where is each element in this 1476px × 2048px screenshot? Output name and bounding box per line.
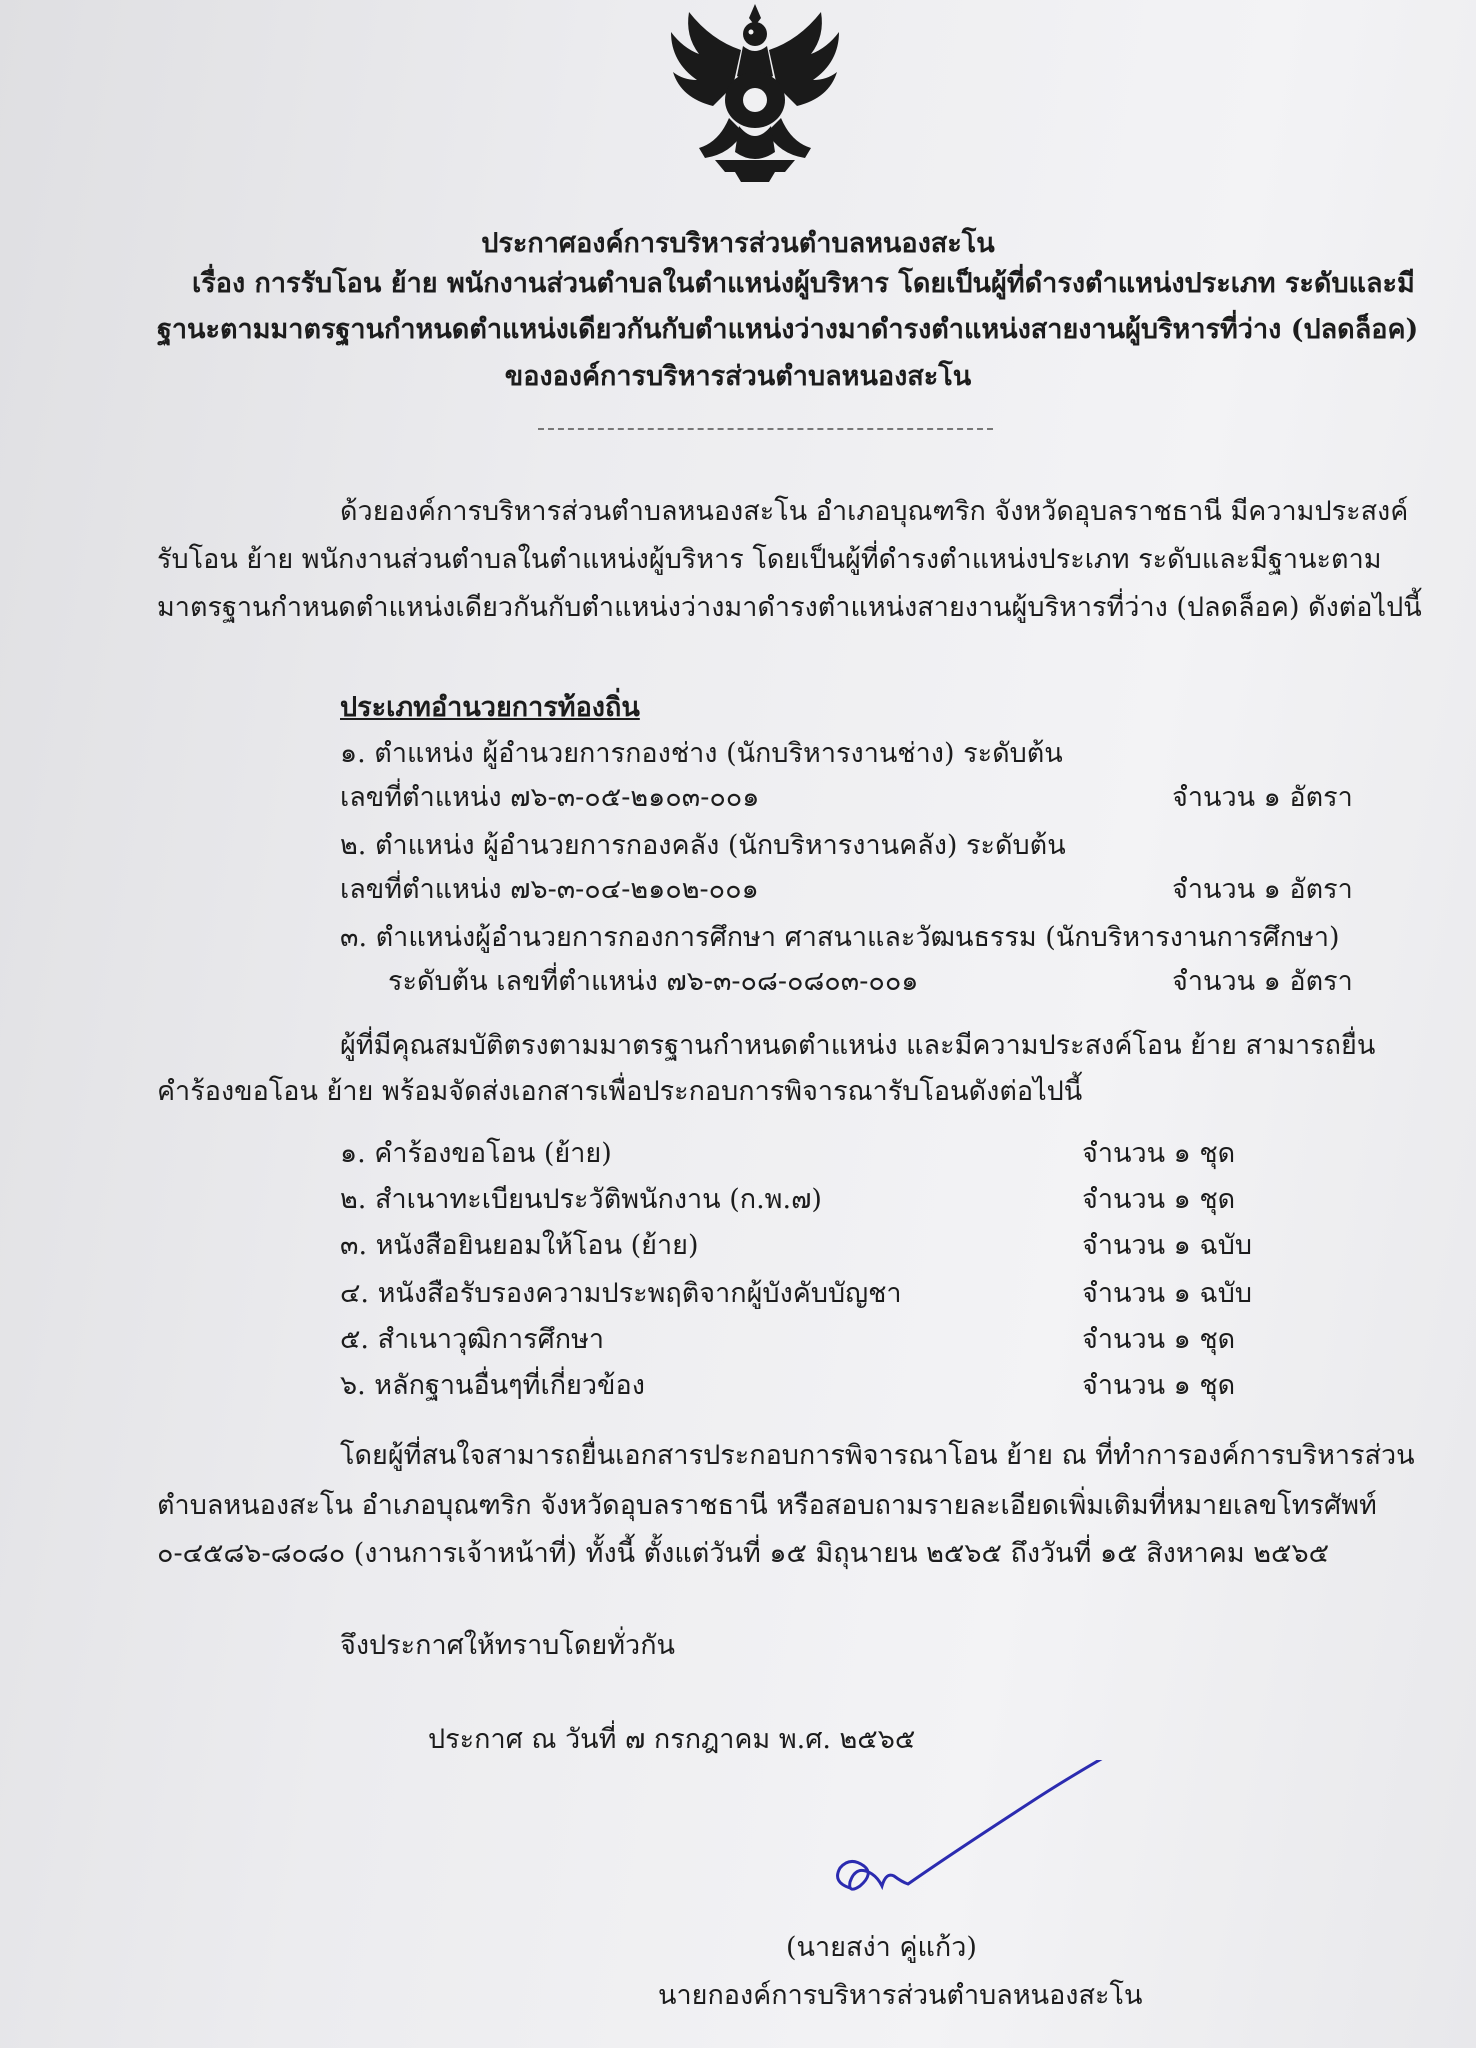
- document-item-5: ๕. สำเนาวุฒิการศึกษา: [340, 1324, 605, 1355]
- signatory-title: นายกองค์การบริหารส่วนตำบลหนองสะโน: [658, 1980, 1143, 2011]
- closing-statement: จึงประกาศให้ทราบโดยทั่วกัน: [340, 1630, 675, 1661]
- position-1-line-1: ๑. ตำแหน่ง ผู้อำนวยการกองช่าง (นักบริหารงานช่าง) ระดับต้น: [340, 738, 1063, 769]
- position-2-line-2: เลขที่ตำแหน่ง ๗๖-๓-๐๔-๒๑๐๒-๐๐๑: [340, 874, 759, 905]
- document-item-2-quantity: จำนวน ๑ ชุด: [1082, 1184, 1236, 1215]
- document-item-4-quantity: จำนวน ๑ ฉบับ: [1082, 1278, 1253, 1309]
- announcement-title: ประกาศองค์การบริหารส่วนตำบลหนองสะโน: [481, 228, 995, 259]
- position-2-quantity: จำนวน ๑ อัตรา: [1172, 874, 1353, 905]
- title-divider: [538, 428, 993, 430]
- position-1-quantity: จำนวน ๑ อัตรา: [1172, 782, 1353, 813]
- announcement-date: ประกาศ ณ วันที่ ๗ กรกฎาคม พ.ศ. ๒๕๖๕: [428, 1724, 916, 1755]
- paragraph-1-line-3: มาตรฐานกำหนดตำแหน่งเดียวกันกับตำแหน่งว่างมาดำรงตำแหน่งสายงานผู้บริหารที่ว่าง (ปลดล็อค) ดังต่อไปนี้: [157, 592, 1422, 623]
- subject-line-3: ขององค์การบริหารส่วนตำบลหนองสะโน: [504, 361, 972, 392]
- document-item-6: ๖. หลักฐานอื่นๆที่เกี่ยวข้อง: [340, 1370, 645, 1401]
- document-item-2: ๒. สำเนาทะเบียนประวัติพนักงาน (ก.พ.๗): [340, 1184, 822, 1215]
- paragraph-1-line-1: ด้วยองค์การบริหารส่วนตำบลหนองสะโน อำเภอบุณฑริก จังหวัดอุบลราชธานี มีความประสงค์: [340, 496, 1409, 527]
- signatory-name: (นายสง่า คู่แก้ว): [786, 1932, 977, 1963]
- paragraph-3-line-1: โดยผู้ที่สนใจสามารถยื่นเอกสารประกอบการพิจารณาโอน ย้าย ณ ที่ทำการองค์การบริหารส่วน: [340, 1440, 1415, 1471]
- position-1-line-2: เลขที่ตำแหน่ง ๗๖-๓-๐๕-๒๑๐๓-๐๐๑: [340, 782, 760, 813]
- document-item-1-quantity: จำนวน ๑ ชุด: [1082, 1138, 1236, 1169]
- document-item-3: ๓. หนังสือยินยอมให้โอน (ย้าย): [340, 1230, 699, 1261]
- position-2-line-1: ๒. ตำแหน่ง ผู้อำนวยการกองคลัง (นักบริหารงานคลัง) ระดับต้น: [340, 830, 1066, 861]
- paragraph-2-line-1: ผู้ที่มีคุณสมบัติตรงตามมาตรฐานกำหนดตำแหน่ง และมีความประสงค์โอน ย้าย สามารถยื่น: [340, 1030, 1376, 1061]
- category-heading: ประเภทอำนวยการท้องถิ่น: [340, 692, 640, 723]
- garuda-emblem-icon: [655, 0, 855, 190]
- document-item-6-quantity: จำนวน ๑ ชุด: [1082, 1370, 1236, 1401]
- subject-line-1: เรื่อง การรับโอน ย้าย พนักงานส่วนตำบลในตำแหน่งผู้บริหาร โดยเป็นผู้ที่ดำรงตำแหน่งประเภท ระดับและมี: [192, 268, 1415, 299]
- paragraph-3-line-3: ๐-๔๕๘๖-๘๐๘๐ (งานการเจ้าหน้าที่) ทั้งนี้ ตั้งแต่วันที่ ๑๕ มิถุนายน ๒๕๖๕ ถึงวันที่ ๑๕ สิงหาคม ๒๕๖๕: [157, 1538, 1330, 1569]
- position-3-quantity: จำนวน ๑ อัตรา: [1172, 966, 1353, 997]
- paragraph-3-line-2: ตำบลหนองสะโน อำเภอบุณฑริก จังหวัดอุบลราชธานี หรือสอบถามรายละเอียดเพิ่มเติมที่หมายเลขโทรศัพท์: [157, 1490, 1377, 1521]
- position-3-line-2: ระดับต้น เลขที่ตำแหน่ง ๗๖-๓-๐๘-๐๘๐๓-๐๐๑: [388, 966, 919, 997]
- document-item-5-quantity: จำนวน ๑ ชุด: [1082, 1324, 1236, 1355]
- position-3-line-1: ๓. ตำแหน่งผู้อำนวยการกองการศึกษา ศาสนาและวัฒนธรรม (นักบริหารงานการศึกษา): [340, 922, 1340, 953]
- document-item-3-quantity: จำนวน ๑ ฉบับ: [1082, 1230, 1253, 1261]
- signature-icon: [820, 1760, 1220, 1920]
- document-item-1: ๑. คำร้องขอโอน (ย้าย): [340, 1138, 612, 1169]
- subject-line-2: ฐานะตามมาตรฐานกำหนดตำแหน่งเดียวกันกับตำแหน่งว่างมาดำรงตำแหน่งสายงานผู้บริหารที่ว่าง (ปลดล็อค): [157, 314, 1419, 345]
- paragraph-1-line-2: รับโอน ย้าย พนักงานส่วนตำบลในตำแหน่งผู้บริหาร โดยเป็นผู้ที่ดำรงตำแหน่งประเภท ระดับและมีฐานะตาม: [157, 544, 1382, 575]
- document-item-4: ๔. หนังสือรับรองความประพฤติจากผู้บังคับบัญชา: [340, 1278, 902, 1309]
- paragraph-2-line-2: คำร้องขอโอน ย้าย พร้อมจัดส่งเอกสารเพื่อประกอบการพิจารณารับโอนดังต่อไปนี้: [157, 1076, 1083, 1107]
